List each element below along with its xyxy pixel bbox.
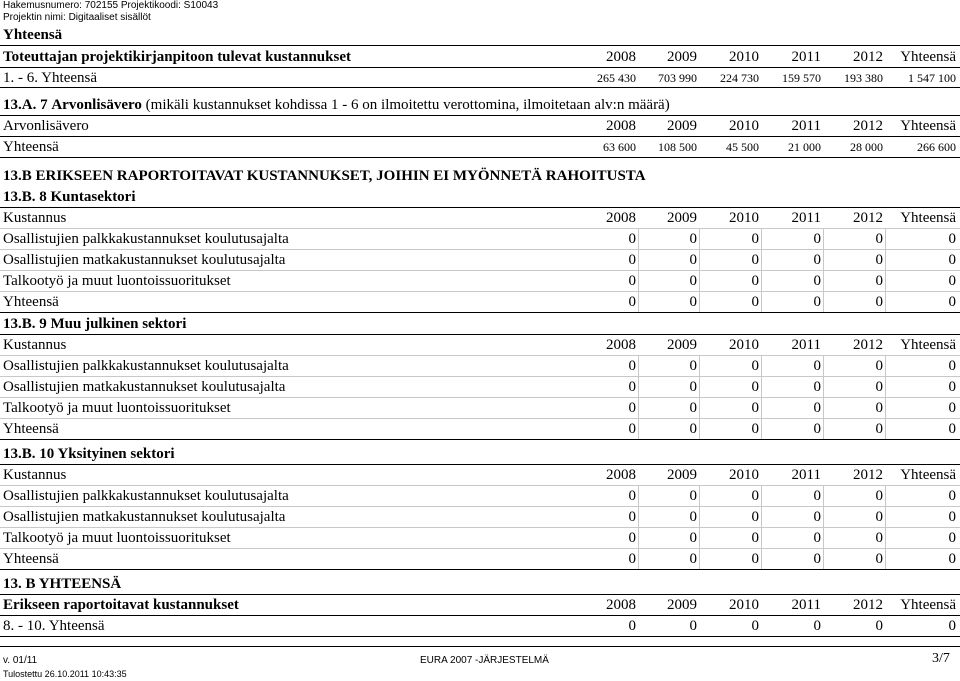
column-divider — [761, 250, 762, 270]
value-cell: 0 — [948, 252, 956, 268]
implementer-costs-table — [0, 47, 960, 88]
vat-title: Arvonlisävero — [51, 97, 142, 113]
implementer-total-row — [0, 68, 960, 88]
value-cell: 0 — [751, 273, 759, 289]
column-divider — [638, 398, 639, 418]
year-col: 2008 — [606, 210, 636, 226]
value-cell: 0 — [751, 530, 759, 546]
value-cell: 266 600 — [917, 140, 956, 154]
value-cell: 0 — [751, 618, 759, 634]
year-col-total: Yhteensä — [900, 597, 956, 613]
year-col-2008: 2008 — [606, 597, 636, 613]
value-cell: 0 — [628, 509, 636, 525]
column-divider — [761, 507, 762, 527]
year-col-2009: 2009 — [667, 597, 697, 613]
separate-total-header-row — [0, 595, 960, 616]
year-col: 2009 — [667, 467, 697, 483]
year-col: 2012 — [853, 467, 883, 483]
value-cell: 0 — [813, 379, 821, 395]
column-divider — [638, 549, 639, 569]
sector-table — [0, 187, 960, 313]
value-cell: 0 — [628, 488, 636, 504]
column-divider — [885, 356, 886, 376]
year-col: 2009 — [667, 337, 697, 353]
column-divider — [823, 486, 824, 506]
value-cell: 0 — [628, 618, 636, 634]
row-label: Yhteensä — [3, 421, 59, 437]
row-label: Osallistujien matkakustannukset koulutusajalta — [3, 379, 286, 395]
year-col-total: Yhteensä — [900, 118, 956, 134]
column-divider — [699, 398, 700, 418]
value-cell: 0 — [689, 421, 697, 437]
value-cell: 0 — [689, 530, 697, 546]
value-cell: 0 — [875, 231, 883, 247]
value-cell: 0 — [875, 530, 883, 546]
column-divider — [823, 419, 824, 439]
column-divider — [885, 398, 886, 418]
row-label: Yhteensä — [3, 551, 59, 567]
row-label: Kustannus — [3, 337, 67, 353]
separate-total-title-row — [0, 574, 960, 595]
sector-title: 13.B. 8 Kuntasektori — [3, 189, 136, 205]
value-cell: 0 — [751, 379, 759, 395]
column-divider — [638, 229, 639, 249]
column-divider — [823, 549, 824, 569]
value-cell: 0 — [875, 488, 883, 504]
column-divider — [699, 250, 700, 270]
value-cell: 0 — [948, 273, 956, 289]
year-col: Yhteensä — [900, 210, 956, 226]
row-label: Osallistujien palkkakustannukset koulutusajalta — [3, 231, 289, 247]
value-cell: 0 — [813, 421, 821, 437]
value-cell: 0 — [948, 421, 956, 437]
separate-total-label: 8. - 10. Yhteensä — [3, 618, 105, 634]
year-col-2009: 2009 — [667, 118, 697, 134]
value-cell: 0 — [813, 530, 821, 546]
sector-header-row — [0, 465, 960, 486]
table-row — [0, 507, 960, 528]
year-col-2011: 2011 — [791, 49, 821, 65]
column-divider — [823, 377, 824, 397]
value-cell: 159 570 — [782, 71, 821, 85]
column-divider — [699, 528, 700, 548]
year-col-2008: 2008 — [606, 118, 636, 134]
year-col: Yhteensä — [900, 467, 956, 483]
column-divider — [823, 250, 824, 270]
column-divider — [638, 507, 639, 527]
top-total-block — [0, 25, 960, 46]
vat-total-row — [0, 137, 960, 158]
column-divider — [699, 356, 700, 376]
row-label: Talkootyö ja muut luontoissuoritukset — [3, 530, 231, 546]
value-cell: 0 — [751, 231, 759, 247]
value-cell: 0 — [813, 551, 821, 567]
column-divider — [885, 507, 886, 527]
value-cell: 0 — [875, 358, 883, 374]
value-cell: 0 — [628, 379, 636, 395]
value-cell: 0 — [751, 252, 759, 268]
value-cell: 0 — [628, 231, 636, 247]
value-cell: 0 — [751, 400, 759, 416]
value-cell: 0 — [689, 618, 697, 634]
column-divider — [638, 528, 639, 548]
table-row — [0, 419, 960, 440]
column-divider — [823, 271, 824, 291]
value-cell: 0 — [948, 551, 956, 567]
year-col-2010: 2010 — [729, 597, 759, 613]
year-col: 2010 — [729, 467, 759, 483]
column-divider — [638, 486, 639, 506]
column-divider — [823, 356, 824, 376]
value-cell: 0 — [628, 358, 636, 374]
column-divider — [823, 398, 824, 418]
year-col-2012: 2012 — [853, 597, 883, 613]
table-row — [0, 528, 960, 549]
column-divider — [823, 292, 824, 312]
row-label: Osallistujien matkakustannukset koulutusajalta — [3, 509, 286, 525]
footer-system: EURA 2007 -JÄRJESTELMÄ — [420, 655, 549, 666]
value-cell: 0 — [875, 294, 883, 310]
implementer-title: Toteuttajan projektikirjanpitoon tulevat kustannukset — [3, 49, 351, 65]
row-label: Kustannus — [3, 467, 67, 483]
value-cell: 0 — [875, 509, 883, 525]
column-divider — [699, 292, 700, 312]
value-cell: 0 — [628, 551, 636, 567]
column-divider — [885, 271, 886, 291]
vat-header-row — [0, 116, 960, 137]
value-cell: 0 — [813, 231, 821, 247]
year-col-2012: 2012 — [853, 118, 883, 134]
value-cell: 0 — [628, 273, 636, 289]
column-divider — [638, 292, 639, 312]
year-col: 2010 — [729, 210, 759, 226]
sector-title: 13.B. 10 Yksityinen sektori — [3, 446, 175, 462]
value-cell: 0 — [751, 294, 759, 310]
value-cell: 0 — [628, 252, 636, 268]
column-divider — [699, 507, 700, 527]
column-divider — [761, 528, 762, 548]
value-cell: 0 — [875, 421, 883, 437]
table-row — [0, 292, 960, 313]
sector-header-row — [0, 208, 960, 229]
separate-costs-heading-text: 13.B ERIKSEEN RAPORTOITAVAT KUSTANNUKSET, JOIHIN EI MYÖNNETÄ RAHOITUSTA — [3, 168, 646, 184]
value-cell: 265 430 — [597, 71, 636, 85]
column-divider — [885, 486, 886, 506]
column-divider — [885, 419, 886, 439]
application-number: Hakemusnumero: 702155 Projektikoodi: S10043 — [3, 0, 219, 11]
value-cell: 0 — [948, 379, 956, 395]
column-divider — [761, 419, 762, 439]
column-divider — [761, 398, 762, 418]
value-cell: 0 — [689, 488, 697, 504]
top-total-title-text: Yhteensä — [3, 27, 63, 43]
value-cell: 0 — [875, 618, 883, 634]
separate-costs-heading-block — [0, 166, 960, 186]
value-cell: 0 — [813, 358, 821, 374]
row-label: Yhteensä — [3, 294, 59, 310]
value-cell: 0 — [751, 421, 759, 437]
year-col-2008: 2008 — [606, 49, 636, 65]
value-cell: 0 — [689, 509, 697, 525]
column-divider — [823, 528, 824, 548]
implementer-header-row — [0, 47, 960, 68]
column-divider — [699, 377, 700, 397]
year-col: 2011 — [791, 467, 821, 483]
footer-page-number: 3/7 — [932, 651, 950, 666]
value-cell: 21 000 — [788, 140, 821, 154]
column-divider — [885, 229, 886, 249]
year-col: Yhteensä — [900, 337, 956, 353]
table-row — [0, 398, 960, 419]
column-divider — [885, 292, 886, 312]
year-col-2011: 2011 — [791, 118, 821, 134]
sector-title-row — [0, 444, 960, 465]
value-cell: 0 — [948, 618, 956, 634]
year-col: 2008 — [606, 467, 636, 483]
year-col: 2011 — [791, 210, 821, 226]
column-divider — [761, 377, 762, 397]
value-cell: 0 — [689, 551, 697, 567]
column-divider — [638, 356, 639, 376]
row-label: Osallistujien palkkakustannukset koulutusajalta — [3, 488, 289, 504]
project-name: Projektin nimi: Digitaaliset sisällöt — [3, 12, 151, 23]
column-divider — [638, 419, 639, 439]
column-divider — [699, 229, 700, 249]
value-cell: 0 — [875, 379, 883, 395]
value-cell: 0 — [689, 231, 697, 247]
year-col: 2012 — [853, 337, 883, 353]
table-row — [0, 486, 960, 507]
row-label: Talkootyö ja muut luontoissuoritukset — [3, 273, 231, 289]
column-divider — [638, 250, 639, 270]
value-cell: 0 — [813, 509, 821, 525]
column-divider — [761, 486, 762, 506]
column-divider — [699, 549, 700, 569]
year-col-2011: 2011 — [791, 597, 821, 613]
row-label: Osallistujien palkkakustannukset koulutusajalta — [3, 358, 289, 374]
vat-section — [0, 95, 960, 158]
column-divider — [761, 271, 762, 291]
value-cell: 0 — [689, 273, 697, 289]
column-divider — [885, 528, 886, 548]
value-cell: 1 547 100 — [908, 71, 956, 85]
column-divider — [699, 271, 700, 291]
value-cell: 0 — [751, 509, 759, 525]
value-cell: 0 — [948, 358, 956, 374]
year-col: 2012 — [853, 210, 883, 226]
column-divider — [638, 377, 639, 397]
vat-number: 13.A. 7 — [3, 97, 48, 113]
value-cell: 0 — [689, 379, 697, 395]
column-divider — [761, 356, 762, 376]
value-cell: 0 — [628, 421, 636, 437]
value-cell: 0 — [751, 358, 759, 374]
row-label: Talkootyö ja muut luontoissuoritukset — [3, 400, 231, 416]
sector-table — [0, 314, 960, 440]
year-col: 2011 — [791, 337, 821, 353]
year-col-2010: 2010 — [729, 49, 759, 65]
value-cell: 224 730 — [720, 71, 759, 85]
separate-total-row — [0, 616, 960, 637]
separate-total-header-label: Erikseen raportoitavat kustannukset — [3, 597, 239, 613]
table-row — [0, 356, 960, 377]
year-col-total: Yhteensä — [900, 49, 956, 65]
value-cell: 703 990 — [658, 71, 697, 85]
value-cell: 0 — [689, 252, 697, 268]
vat-total-label: Yhteensä — [3, 139, 59, 155]
column-divider — [699, 486, 700, 506]
value-cell: 0 — [813, 400, 821, 416]
value-cell: 0 — [875, 400, 883, 416]
column-divider — [699, 419, 700, 439]
column-divider — [823, 229, 824, 249]
value-cell: 0 — [689, 294, 697, 310]
column-divider — [885, 549, 886, 569]
value-cell: 0 — [813, 252, 821, 268]
table-row — [0, 549, 960, 570]
column-divider — [638, 271, 639, 291]
table-row — [0, 229, 960, 250]
sector-title: 13.B. 9 Muu julkinen sektori — [3, 316, 187, 332]
year-col: 2010 — [729, 337, 759, 353]
value-cell: 0 — [813, 618, 821, 634]
value-cell: 0 — [628, 530, 636, 546]
footer-rule — [0, 646, 960, 647]
sector-title-row — [0, 314, 960, 335]
value-cell: 0 — [948, 530, 956, 546]
value-cell: 0 — [751, 488, 759, 504]
value-cell: 0 — [813, 488, 821, 504]
value-cell: 0 — [875, 273, 883, 289]
year-col-2009: 2009 — [667, 49, 697, 65]
implementer-total-label: 1. - 6. Yhteensä — [3, 70, 97, 86]
year-col: 2009 — [667, 210, 697, 226]
value-cell: 0 — [628, 400, 636, 416]
column-divider — [761, 292, 762, 312]
row-label: Osallistujien matkakustannukset koulutusajalta — [3, 252, 286, 268]
column-divider — [761, 229, 762, 249]
column-divider — [761, 549, 762, 569]
column-divider — [885, 250, 886, 270]
value-cell: 0 — [689, 400, 697, 416]
value-cell: 28 000 — [850, 140, 883, 154]
value-cell: 193 380 — [844, 71, 883, 85]
table-row — [0, 250, 960, 271]
row-label: Kustannus — [3, 210, 67, 226]
value-cell: 108 500 — [658, 140, 697, 154]
vat-note: (mikäli kustannukset kohdissa 1 - 6 on ilmoitettu verottomina, ilmoitetaan alv:n määrä) — [145, 97, 670, 113]
value-cell: 0 — [628, 294, 636, 310]
value-cell: 0 — [813, 273, 821, 289]
year-col-2010: 2010 — [729, 118, 759, 134]
value-cell: 0 — [948, 509, 956, 525]
separate-costs-total-section — [0, 574, 960, 637]
year-col: 2008 — [606, 337, 636, 353]
separate-costs-heading — [0, 166, 960, 186]
value-cell: 0 — [948, 294, 956, 310]
value-cell: 0 — [948, 488, 956, 504]
table-row — [0, 271, 960, 292]
sector-header-row — [0, 335, 960, 356]
footer-version: v. 01/11 — [3, 655, 38, 666]
vat-header-label: Arvonlisävero — [3, 118, 89, 134]
sector-table — [0, 444, 960, 570]
value-cell: 0 — [875, 551, 883, 567]
value-cell: 45 500 — [726, 140, 759, 154]
value-cell: 0 — [948, 231, 956, 247]
value-cell: 0 — [875, 252, 883, 268]
value-cell: 0 — [689, 358, 697, 374]
value-cell: 63 600 — [603, 140, 636, 154]
table-row — [0, 377, 960, 398]
top-total-title — [0, 25, 960, 46]
value-cell: 0 — [813, 294, 821, 310]
value-cell: 0 — [751, 551, 759, 567]
value-cell: 0 — [948, 400, 956, 416]
separate-total-title: 13. B YHTEENSÄ — [3, 576, 122, 592]
column-divider — [823, 507, 824, 527]
footer-printed-timestamp: Tulostettu 26.10.2011 10:43:35 — [3, 669, 127, 679]
column-divider — [885, 377, 886, 397]
vat-title-row — [0, 95, 960, 116]
sector-title-row — [0, 187, 960, 208]
year-col-2012: 2012 — [853, 49, 883, 65]
